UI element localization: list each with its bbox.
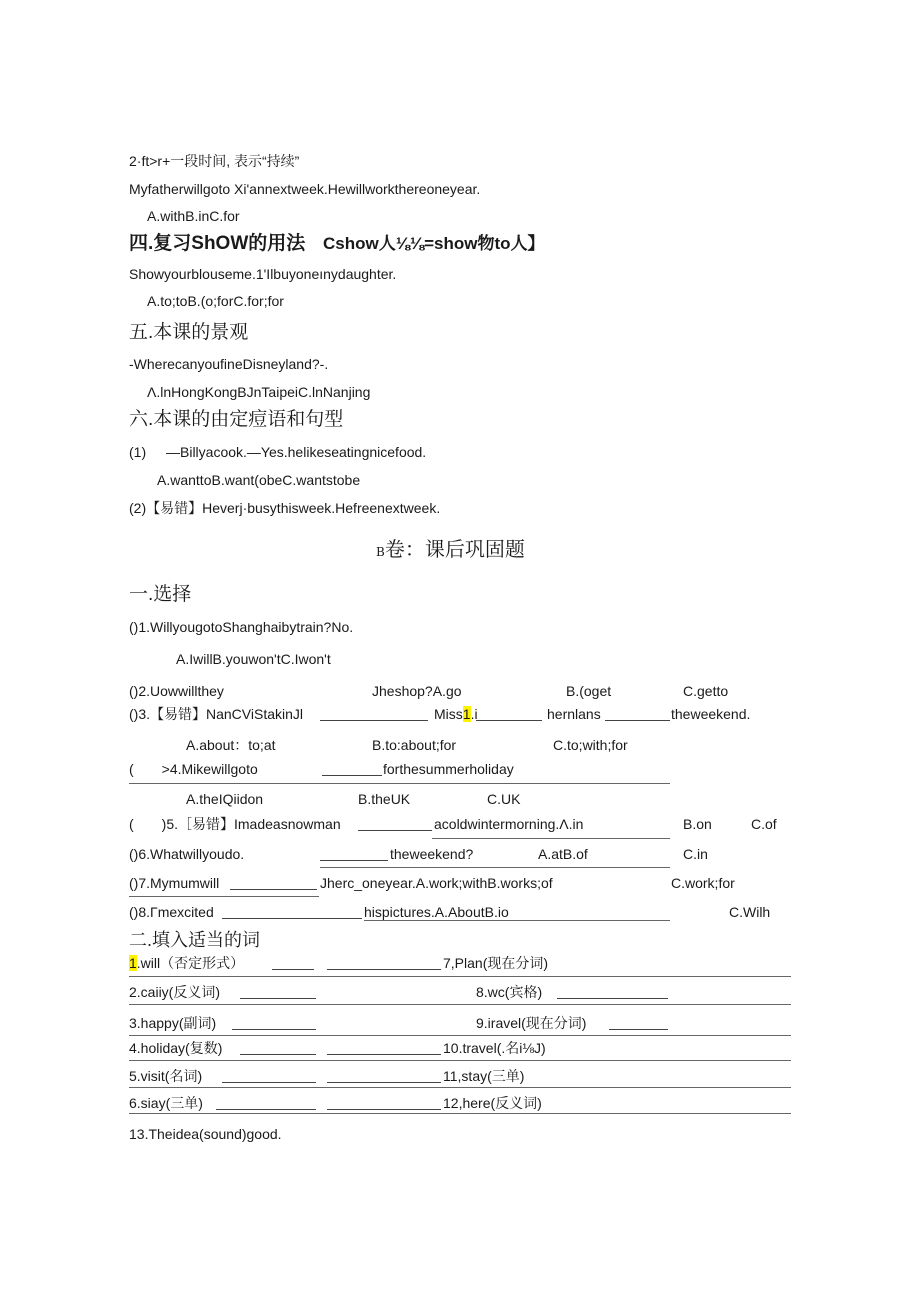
choice-q8-option-c: C.Wilh: [729, 904, 771, 920]
choice-q6-blank[interactable]: [320, 860, 388, 861]
fill-item-10: 10.travel(.名i⅛J): [443, 1040, 546, 1056]
choice-q3-option-c: C.to;with;for: [553, 737, 628, 753]
choice-q6-stem: ()6.Whatwillyoudo.: [129, 846, 245, 862]
section-6-q1-number: (1): [129, 444, 147, 460]
fill-item-7: 7,Plan(现在分词): [443, 955, 549, 971]
choice-q5-option-c: C.of: [751, 816, 777, 832]
choice-q3-stem-end: theweekend.: [671, 706, 751, 722]
choice-q8-stem: ()8.Γmexcited: [129, 904, 214, 920]
choice-q7-blank[interactable]: [230, 889, 317, 890]
choice-q6-options-ab: A.atB.of: [538, 846, 588, 862]
fill-item-4-blank[interactable]: [240, 1054, 316, 1055]
fill-item-1-blank[interactable]: [272, 969, 314, 970]
fill-item-11: 11,stay(三单): [443, 1068, 525, 1084]
fill-item-6: 6.siay(三单): [129, 1095, 203, 1111]
divider: [129, 976, 791, 977]
divider: [129, 1060, 791, 1061]
section-6-heading: 六.本课的由定痘语和句型: [129, 409, 344, 430]
section-5-example: -WherecanyoufineDisneyland?-.: [129, 356, 329, 372]
divider: [129, 1113, 791, 1114]
section-6-q2: (2)【易错】Heverj·busythisweek.Hefreenextweek.: [129, 500, 441, 516]
fill-item-2: 2.caiiy(反义词): [129, 984, 221, 1000]
choice-q7-option-c: C.work;for: [671, 875, 735, 891]
fill-item-12: 12,here(反义词): [443, 1095, 542, 1111]
divider: [432, 838, 670, 839]
divider: [129, 896, 319, 897]
choice-q4-option-b: B.theUK: [358, 791, 411, 807]
divider: [129, 1035, 791, 1036]
fill-item-8: 8.wc(宾格): [476, 984, 543, 1000]
choice-q5-stem-end: acoldwintermorning.Λ.in: [434, 816, 584, 832]
choice-q4-option-c: C.UK: [487, 791, 521, 807]
section-4-show-usage-note: Cshow人⅛⅛=show物to人】: [323, 234, 545, 253]
choice-q2-option-c: C.getto: [683, 683, 729, 699]
part-b-title-letter: B: [376, 545, 385, 559]
fill-item-4: 4.holiday(复数): [129, 1040, 223, 1056]
section-4-heading: 四.复习ShOW的用法: [129, 233, 306, 254]
choice-q7-stem-end: Jherc_oneyear.A.work;withB.works;of: [320, 875, 553, 891]
choice-q3-option-a: A.about：to;at: [186, 737, 276, 753]
choice-q8-stem-end: hispictures.A.AboutB.io: [364, 904, 509, 920]
choice-q5-blank[interactable]: [358, 830, 432, 831]
choice-q2-option-b: B.(oget: [566, 683, 612, 699]
choice-q4-stem-end: forthesummerholiday: [383, 761, 514, 777]
fill-item-5-blank[interactable]: [222, 1082, 316, 1083]
part-b-title-text: 卷：课后巩固题: [384, 537, 525, 561]
grammar-point-2-heading: 2·ft>r+一段时间, 表示“持续”: [129, 153, 300, 169]
divider: [320, 867, 670, 868]
fill-item-3-blank[interactable]: [232, 1029, 316, 1030]
choice-q3-miss-tail: .i: [470, 706, 478, 722]
choice-q1: ()1.WillyougotoShanghaibytrain?No.: [129, 619, 354, 635]
choice-q2-stem: ()2.Uowwillthey: [129, 683, 224, 699]
fill-item-6-blank[interactable]: [216, 1109, 316, 1110]
fill-item-1-blank-2[interactable]: [327, 969, 441, 970]
divider: [129, 1087, 791, 1088]
fill-item-2-blank[interactable]: [240, 998, 316, 999]
choice-q3-blank-1[interactable]: [320, 720, 428, 721]
choice-q3-stem-2: hernlans: [547, 706, 601, 722]
choice-q4-blank[interactable]: [322, 775, 382, 776]
fill-item-5-blank-2[interactable]: [327, 1082, 441, 1083]
choice-q1-options: A.IwillB.youwon'tC.Iwon't: [176, 651, 331, 667]
choice-q3-option-b: B.to:about;for: [372, 737, 457, 753]
fill-item-9-blank[interactable]: [609, 1029, 668, 1030]
section-4-options: A.to;toB.(o;forC.for;for: [147, 293, 284, 309]
fill-item-5: 5.visit(名词): [129, 1068, 203, 1084]
section-6-q1-text: —Billyacook.—Yes.helikeseatingnicefood.: [166, 444, 427, 460]
choice-q6-option-c: C.in: [683, 846, 708, 862]
choice-q2-stem-end: Jheshop?A.go: [372, 683, 462, 699]
fill-item-9: 9.iravel(现在分词): [476, 1015, 587, 1031]
part-b-title: [376, 537, 525, 564]
fill-item-13: 13.Theidea(sound)good.: [129, 1126, 282, 1142]
choice-q5-stem: ( )5.［易错】Imadeasnowman: [129, 816, 341, 832]
divider: [129, 783, 670, 784]
fill-item-8-blank[interactable]: [557, 998, 668, 999]
grammar-point-2-example: Myfatherwillgoto Xi'annextweek.Hewillworkthereoneyear.: [129, 181, 481, 197]
section-4-example: Showyourblouseme.1'Ilbuyoneınydaughter.: [129, 266, 397, 282]
choice-q3-blank-2[interactable]: [476, 720, 542, 721]
choice-q4-stem: ( >4.Mikewillgoto: [129, 761, 258, 777]
fill-item-3: 3.happy(副词): [129, 1015, 217, 1031]
choice-section-heading: 一.选择: [129, 584, 192, 605]
section-6-q1-options: A.wanttoB.want(obeC.wantstobe: [157, 472, 361, 488]
grammar-point-2-options: A.withB.inC.for: [147, 208, 240, 224]
choice-q8-blank[interactable]: [222, 918, 362, 919]
section-5-options: Λ.lnHongKongBJnTaipeiC.lnNanjing: [147, 384, 371, 400]
divider: [129, 1004, 791, 1005]
choice-q4-option-a: A.theIQiidon: [186, 791, 264, 807]
choice-q7-stem: ()7.Mymumwill: [129, 875, 220, 891]
fill-item-1-highlight: 1: [129, 955, 137, 971]
choice-q6-stem-end: theweekend?: [390, 846, 474, 862]
section-5-heading: 五.本课的景观: [129, 322, 249, 343]
choice-q3-highlight: 1: [462, 706, 471, 722]
choice-q3-miss-text: Miss: [434, 706, 463, 722]
divider: [364, 920, 670, 921]
choice-q3-miss: [434, 705, 478, 723]
fill-item-6-blank-2[interactable]: [327, 1109, 441, 1110]
fill-section-heading: 二.填入适当的词: [129, 930, 261, 950]
fill-item-1-text: .will（否定形式）: [136, 955, 245, 971]
fill-item-4-blank-2[interactable]: [327, 1054, 441, 1055]
choice-q5-option-b: B.on: [683, 816, 712, 832]
fill-item-1: [129, 954, 244, 972]
choice-q3-stem: ()3.【易错】NanCViStakinJl: [129, 706, 304, 722]
choice-q3-blank-3[interactable]: [605, 720, 670, 721]
